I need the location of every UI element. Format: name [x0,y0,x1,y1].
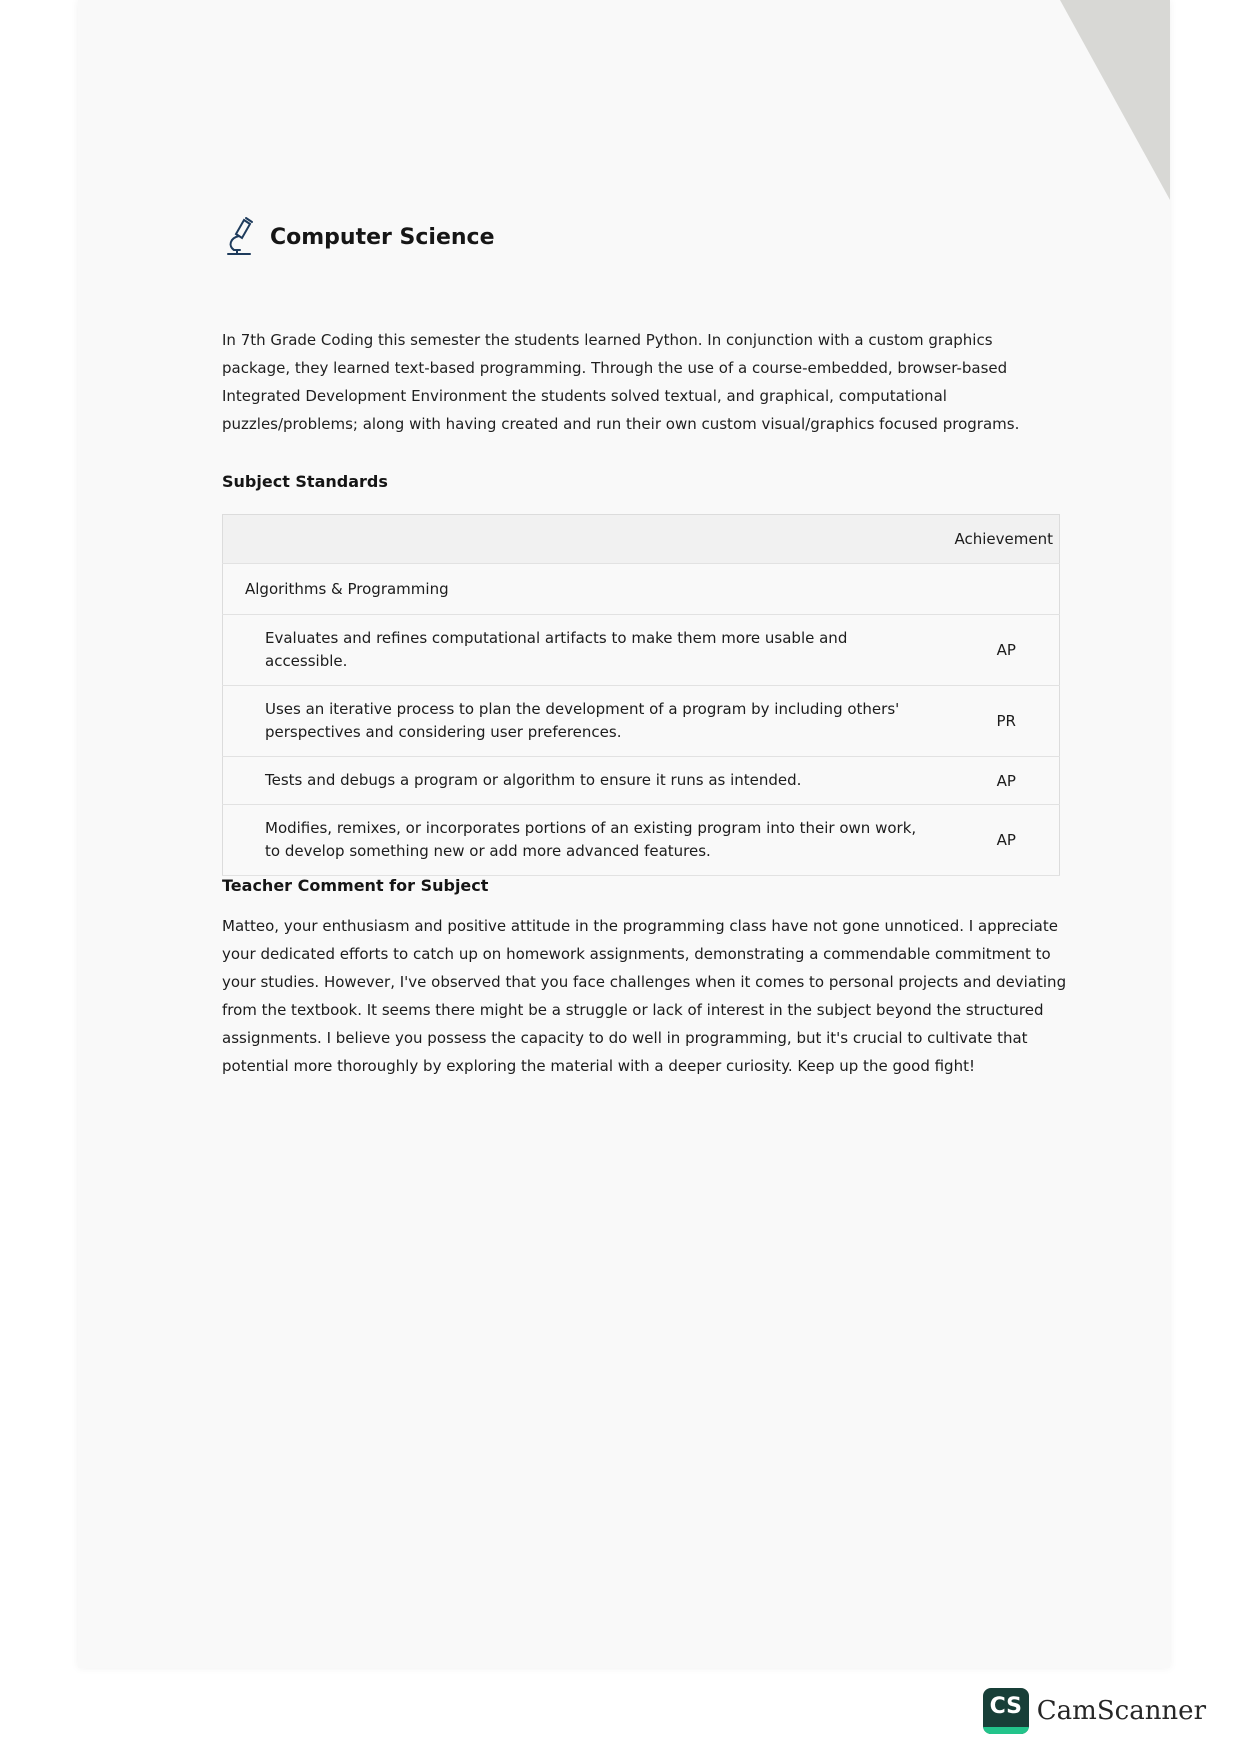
category-row [223,564,1060,615]
standard-description: Uses an iterative process to plan the development of a program by including others' perspectives and considering user preferences. [223,686,954,757]
table-row [223,615,1060,686]
achievement-value: AP [954,615,1060,686]
page-corner-fold [1060,0,1170,200]
teacher-comment-text: Matteo, your enthusiasm and positive attitude in the programming class have not gone unnoticed. I appreciate your dedicated efforts to catch up on homework assignments, demonstrating a commendable commitment to your studies. However, I've observed that you face challenges when it comes to personal projects and deviating from the textbook. It seems there might be a struggle or lack of interest in the subject beyond the structured assignments. I believe you possess the capacity to do well in programming, but it's crucial to cultivate that potential more thoroughly by exploring the material with a deeper curiosity. Keep up the good fight! [222,917,1067,1075]
standard-description: Evaluates and refines computational artifacts to make them more usable and accessible. [223,615,954,686]
standard-description: Modifies, remixes, or incorporates portions of an existing program into their own work, to develop something new or add more advanced features. [223,805,954,876]
table-row [223,757,1060,805]
camscanner-logo-icon [983,1688,1029,1734]
teacher-comment-heading: Teacher Comment for Subject [222,876,489,895]
table-header-blank [223,515,954,564]
category-label: Algorithms & Programming [223,564,1060,615]
subject-header [224,216,495,258]
achievement-value: AP [954,757,1060,805]
subject-title: Computer Science [270,224,495,250]
camscanner-brand-name: CamScanner [1036,1696,1206,1726]
table-row [223,686,1060,757]
camscanner-logo-text: CS [989,1694,1022,1719]
table-row [223,805,1060,876]
achievement-header: Achievement [954,515,1060,564]
camscanner-watermark [983,1688,1206,1734]
table-header-row [223,515,1060,564]
achievement-value: AP [954,805,1060,876]
standards-table [222,514,1060,876]
standard-description: Tests and debugs a program or algorithm to ensure it runs as intended. [223,757,954,805]
subject-intro: In 7th Grade Coding this semester the students learned Python. In conjunction with a custom graphics package, they learned text-based programming. Through the use of a course-embedded, browser-based Integrated Development Environment the students solved textual, and graphical, computational puzzles/problems; along with having created and run their own custom visual/graphics focused programs. [222,331,1020,433]
standards-heading: Subject Standards [222,472,388,491]
achievement-value: PR [954,686,1060,757]
microscope-icon [224,216,256,258]
